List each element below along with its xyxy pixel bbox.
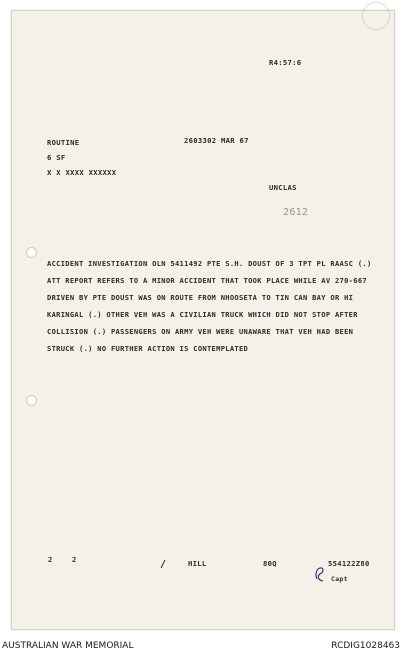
struck-addressee: X X XXXX XXXXXX (47, 168, 117, 177)
hq-code: 80Q (263, 559, 277, 568)
archive-id: RCDIG1028463 (331, 641, 400, 651)
slash-mark: / (160, 559, 167, 570)
document-page (11, 10, 395, 630)
from-unit: 6 SF (47, 153, 66, 162)
classification: UNCLAS (269, 183, 297, 192)
body-line-2: ATT REPORT REFERS TO A MINOR ACCIDENT THAT TOOK PLACE WHILE AV 270-667 (47, 276, 367, 285)
date-time-group: 2603302 MAR 67 (184, 136, 249, 145)
time-code: 554122Z80 (328, 559, 370, 568)
punch-hole-bottom (26, 395, 37, 406)
archive-name: AUSTRALIAN WAR MEMORIAL (2, 641, 134, 651)
rank-capt: Capt (331, 575, 348, 583)
body-line-5: COLLISION (.) PASSENGERS ON ARMY VEH WERE UNAWARE THAT VEH HAD BEEN (47, 327, 354, 336)
archive-stamp (362, 2, 390, 30)
page-count: 2 (72, 555, 77, 564)
page-number: 2 (48, 555, 53, 564)
precedence: ROUTINE (47, 138, 80, 147)
body-line-1: ACCIDENT INVESTIGATION OLN 5411492 PTE S.H. DOUST OF 3 TPT PL RAASC (.) (47, 259, 372, 268)
body-line-4: KARINGAL (.) OTHER VEH WAS A CIVILIAN TRUCK WHICH DID NOT STOP AFTER (47, 310, 358, 319)
body-line-6: STRUCK (.) NO FURTHER ACTION IS CONTEMPLATED (47, 344, 249, 353)
originator-name: HILL (188, 559, 207, 568)
serial-number: 2612 (283, 207, 309, 218)
punch-hole-top (26, 247, 37, 258)
reference-number: R4:57:6 (269, 58, 302, 67)
signature-mark (314, 565, 326, 583)
body-line-3: DRIVEN BY PTE DOUST WAS ON ROUTE FROM NHOOSETA TO TIN CAN BAY OR HI (47, 293, 354, 302)
